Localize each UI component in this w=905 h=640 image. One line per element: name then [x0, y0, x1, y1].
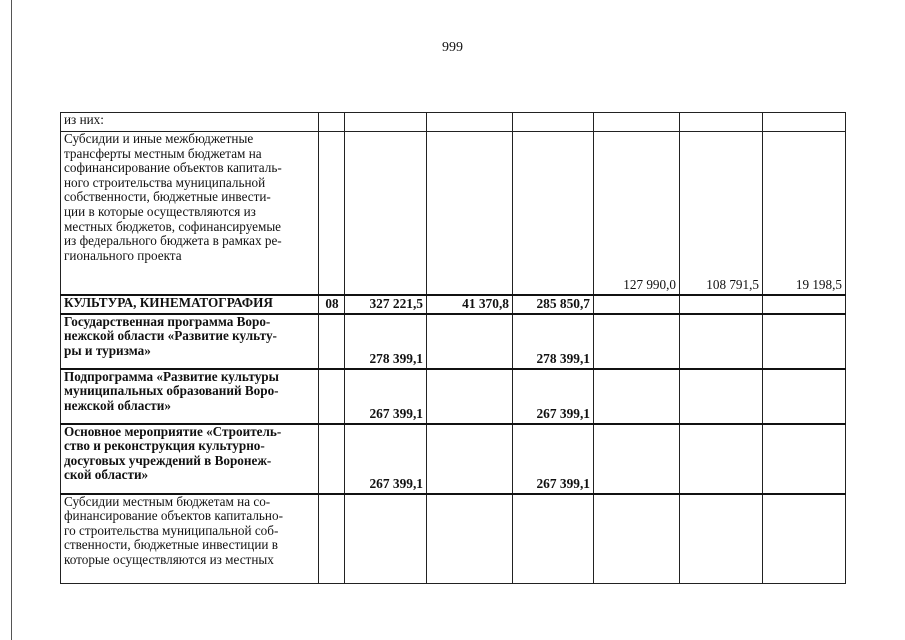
row-name-line: финансирование объектов капитально- — [64, 508, 283, 524]
row-name-cell — [61, 424, 319, 494]
table-row — [61, 424, 846, 494]
row-name-line: го строительства муниципальной соб- — [64, 522, 279, 538]
row-name-line: нежской области «Развитие культу- — [64, 328, 277, 344]
budget-table-body — [61, 113, 846, 584]
row-value-cell: 267 399,1 — [345, 424, 427, 494]
row-code-cell — [319, 424, 345, 494]
row-value-cell: 267 399,1 — [513, 369, 594, 424]
row-value-cell — [345, 494, 427, 584]
row-name-line: муниципальных образований Воро- — [64, 383, 279, 399]
row-name-line: ного строительства муниципальной — [64, 174, 266, 190]
row-code-cell — [319, 113, 345, 132]
row-value-cell — [427, 369, 513, 424]
row-name-line: досуговых учреждений в Воронеж- — [64, 452, 272, 468]
row-name-line: ции в которые осуществляются из — [64, 203, 256, 219]
row-value-cell: 19 198,5 — [763, 132, 846, 295]
row-code-cell — [319, 494, 345, 584]
row-name-line: КУЛЬТУРА, КИНЕМАТОГРАФИЯ — [64, 294, 273, 310]
table-row — [61, 113, 846, 132]
row-value-cell — [763, 295, 846, 314]
row-name-cell — [61, 295, 319, 314]
row-name-line: Субсидии местным бюджетам на со- — [64, 493, 271, 509]
row-value-cell: 278 399,1 — [345, 314, 427, 369]
row-name-cell — [61, 369, 319, 424]
row-value-cell — [680, 494, 763, 584]
row-value-cell — [594, 295, 680, 314]
row-name-cell — [61, 113, 319, 132]
table-row — [61, 314, 846, 369]
row-name-line: ской области» — [64, 467, 149, 483]
row-name-line: местных бюджетов, софинансируемые — [64, 218, 282, 234]
row-name-line: ство и реконструкция культурно- — [64, 438, 265, 454]
row-name-line: гионального проекта — [64, 247, 182, 263]
row-value-cell: 127 990,0 — [594, 132, 680, 295]
row-name-line: Государственная программа Воро- — [64, 313, 271, 329]
row-value-cell — [763, 113, 846, 132]
row-value-cell — [594, 113, 680, 132]
row-value-cell: 285 850,7 — [513, 295, 594, 314]
budget-table — [60, 112, 846, 584]
row-name-line: Основное мероприятие «Строитель- — [64, 423, 282, 439]
row-name-cell — [61, 132, 319, 295]
row-value-cell: 267 399,1 — [345, 369, 427, 424]
table-row — [61, 369, 846, 424]
row-code-cell — [319, 314, 345, 369]
row-name-line: софинансирование объектов капиталь- — [64, 160, 282, 176]
row-value-cell — [763, 424, 846, 494]
row-value-cell — [594, 424, 680, 494]
row-value-cell — [680, 369, 763, 424]
row-value-cell: 108 791,5 — [680, 132, 763, 295]
row-name-line: ственности, бюджетные инвестиции в — [64, 537, 278, 553]
row-value-cell — [763, 494, 846, 584]
row-value-cell: 267 399,1 — [513, 424, 594, 494]
row-code-cell — [319, 132, 345, 295]
row-name-line: из них: — [64, 112, 104, 127]
row-name-line: ры и туризма» — [64, 342, 151, 358]
row-code-cell — [319, 369, 345, 424]
row-value-cell — [345, 113, 427, 132]
row-value-cell: 278 399,1 — [513, 314, 594, 369]
row-value-cell — [763, 369, 846, 424]
row-value-cell — [427, 314, 513, 369]
row-value-cell — [680, 113, 763, 132]
row-value-cell: 327 221,5 — [345, 295, 427, 314]
row-value-cell — [427, 113, 513, 132]
row-value-cell — [427, 494, 513, 584]
row-value-cell — [680, 295, 763, 314]
row-name-line: собственности, бюджетные инвести- — [64, 189, 271, 205]
row-name-line: Субсидии и иные межбюджетные — [64, 131, 254, 146]
row-code-cell: 08 — [319, 295, 345, 314]
page-margin-rule — [11, 0, 12, 640]
row-name-line: Подпрограмма «Развитие культуры — [64, 368, 279, 384]
row-value-cell — [513, 113, 594, 132]
row-value-cell — [680, 314, 763, 369]
row-value-cell — [594, 369, 680, 424]
row-name-cell — [61, 494, 319, 584]
row-name-cell — [61, 314, 319, 369]
row-value-cell — [763, 314, 846, 369]
row-name-line: которые осуществляются из местных — [64, 551, 274, 567]
row-value-cell — [345, 132, 427, 295]
row-value-cell — [594, 494, 680, 584]
row-name-line: нежской области» — [64, 397, 171, 413]
row-value-cell — [594, 314, 680, 369]
row-value-cell — [513, 132, 594, 295]
table-row — [61, 132, 846, 295]
row-value-cell — [513, 494, 594, 584]
row-name-line: трансферты местным бюджетам на — [64, 145, 262, 161]
row-name-line: из федерального бюджета в рамках ре- — [64, 233, 282, 249]
page-number: 999 — [442, 40, 463, 55]
table-row — [61, 494, 846, 584]
row-value-cell — [680, 424, 763, 494]
row-value-cell — [427, 424, 513, 494]
table-row — [61, 295, 846, 314]
row-value-cell — [427, 132, 513, 295]
row-value-cell: 41 370,8 — [427, 295, 513, 314]
